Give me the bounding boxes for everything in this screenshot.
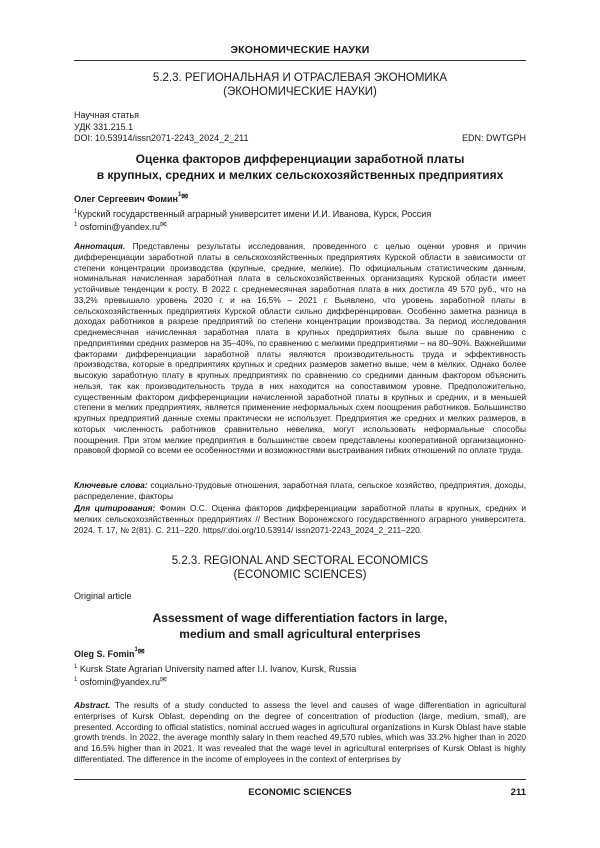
page-number: 211 bbox=[510, 787, 526, 798]
en-title bbox=[74, 610, 526, 642]
en-author-name: Oleg S. Fomin bbox=[74, 649, 135, 659]
ru-abstract-text: Представлены результаты исследования, проведенного с целью оценки уровня и причин дифференциации заработной платы в сельскохозяйственных предприятиях Курской области в зависимости от степени концентрации производства (крупные, средние, мелкие). По официальным статистическим данным, номинальная начисленная заработная плата в сельскохозяйственных организациях Курской области имеет устойчивые тенденции к росту. В 2022 г. среднемесячная заработная плата в них достигла 49 570 руб., что на 33,2% превышало уровень 2020 г. и на 16,5% – 2021 г. Выявлено, что уровень заработной платы в сельскохозяйственных предприятиях Курской области сильно дифференцирован. Особенно заметна разница в доходах работников в разрезе предприятий по степени концентрации производства. За период исследования среднемесячная начисленная заработная плата в крупных предприятиях была выше по сравнению с предприятиями средних размеров на 35–40%, по сравнению с мелкими предприятиями – на 80–90%. Важнейшими факторами дифференциации заработной платы являются производительность труда и эффективность производства, которые в предприятиях крупных и средних размеров заметно выше, чем в мелких. Однако более высокую заработную плату в крупных предприятиях по сравнению со средними данным фактором объяснить нельзя, так как производительность труда в них находится на сопоставимом уровне. Предположительно, существенным фактором дифференциации начисленной заработной платы в крупных и средних, и в меньшей степени в мелких предприятиях, является применение неформальных схем поощрения работников. Большинство крупных предприятий данные схемы практически не использует. Предприятия же средних и мелких размеров, в которых численность работников сравнительно невелика, могут использовать неформальные способы поощрения. При этом мелкие предприятия в большинстве своем представлены кооперативной организационно-правовой формой со всеми ее особенностями и возможностями выстраивания гибких отношений по оплате труда. bbox=[74, 241, 527, 456]
en-article-type: Original article bbox=[74, 591, 132, 601]
ru-affiliation-text: Курский государственный аграрный университет имени И.И. Иванова, Курск, Россия bbox=[77, 209, 432, 219]
ru-author-name: Олег Сергеевич Фомин bbox=[74, 194, 178, 204]
ru-keywords bbox=[74, 480, 526, 502]
ru-affiliation bbox=[74, 208, 526, 220]
ru-email-line bbox=[74, 221, 526, 233]
en-abstract-label: Abstract. bbox=[74, 700, 111, 710]
envelope-icon: ✉ bbox=[181, 192, 189, 201]
ru-udk: УДК 331.215.1 bbox=[74, 122, 134, 132]
en-author bbox=[74, 649, 526, 659]
ru-abstract bbox=[74, 241, 526, 456]
ru-author bbox=[74, 194, 526, 204]
header-rule bbox=[74, 60, 526, 61]
en-section-line2: (ECONOMIC SCIENCES) bbox=[233, 569, 367, 581]
en-section-heading bbox=[74, 554, 526, 582]
ru-email-sup: 1 bbox=[74, 222, 78, 228]
en-title-line1: Assessment of wage differentiation factors in large, bbox=[152, 611, 448, 625]
ru-affiliation-sup: 1 bbox=[74, 209, 78, 215]
ru-title-line1: Оценка факторов дифференциации заработной платы bbox=[135, 152, 465, 166]
ru-email[interactable]: osfomin@yandex.ru bbox=[79, 222, 161, 232]
envelope-icon: ✉ bbox=[160, 220, 167, 229]
envelope-icon: ✉ bbox=[160, 675, 167, 684]
ru-article-type: Научная статья bbox=[74, 110, 139, 120]
footer-rule bbox=[74, 779, 526, 780]
ru-author-sup: 1 bbox=[177, 192, 182, 198]
ru-edn: EDN: DWTGPH bbox=[462, 133, 526, 143]
ru-title bbox=[74, 151, 526, 183]
en-abstract bbox=[74, 700, 526, 765]
en-affiliation-sup: 1 bbox=[74, 664, 78, 670]
en-author-sup: 1 bbox=[134, 647, 138, 653]
en-affiliation-text: Kursk State Agrarian University named after I.I. Ivanov, Kursk, Russia bbox=[79, 664, 357, 674]
ru-doi: DOI: 10.53914/issn2071-2243_2024_2_211 bbox=[74, 133, 249, 143]
ru-section-heading bbox=[74, 71, 526, 99]
ru-abstract-label: Аннотация. bbox=[74, 241, 126, 251]
ru-title-line2: в крупных, средних и мелких сельскохозяйственных предприятиях bbox=[96, 168, 504, 182]
ru-citation-text: Фомин О.С. Оценка факторов дифференциации заработной платы в крупных, средних и мелких сельскохозяйственных предприятиях // Вестник Воронежского государственного аграрного университета. 2024. Т. 17, № 2(81). С. 211–220. https//:doi.org/10.53914/ issn2071-2243_2024_2_211–220. bbox=[74, 503, 527, 535]
envelope-icon: ✉ bbox=[137, 647, 145, 656]
en-email[interactable]: osfomin@yandex.ru bbox=[79, 677, 161, 687]
ru-keywords-text: социально-трудовые отношения, заработная плата, сельское хозяйство, предприятия, доходы, распределение, факторы bbox=[74, 480, 527, 501]
en-email-sup: 1 bbox=[74, 677, 78, 683]
en-abstract-text: The results of a study conducted to assess the level and causes of wage differentiation in agricultural enterprises of Kursk Oblast, depending on the degree of concentration of production (large, medium, small), are presented. According to official statistics, nominal accrued wages in agricultural organizations in Kursk Oblast have stable growth trends. In 2022, the average monthly salary in them reached 49,570 rubles, which was 33.2% higher than in 2020 and 16.5% higher than in 2021. It was revealed that the wage level in agricultural enterprises of Kursk Oblast is highly differentiated. The difference in the income of employees in the context of enterprises by bbox=[74, 700, 526, 764]
ru-keywords-label: Ключевые слова: bbox=[74, 480, 148, 490]
en-section-line1: 5.2.3. REGIONAL AND SECTORAL ECONOMICS bbox=[171, 555, 429, 567]
journal-section-header: ЭКОНОМИЧЕСКИЕ НАУКИ bbox=[230, 44, 370, 56]
footer-section: ECONOMIC SCIENCES bbox=[248, 787, 352, 798]
en-affiliation bbox=[74, 663, 526, 675]
en-title-line2: medium and small agricultural enterprises bbox=[179, 627, 421, 641]
ru-section-line1: 5.2.3. РЕГИОНАЛЬНАЯ И ОТРАСЛЕВАЯ ЭКОНОМИКА bbox=[152, 72, 448, 84]
ru-citation bbox=[74, 503, 526, 535]
ru-citation-label: Для цитирования: bbox=[74, 503, 156, 513]
en-email-line bbox=[74, 676, 526, 688]
ru-section-line2: (ЭКОНОМИЧЕСКИЕ НАУКИ) bbox=[223, 86, 377, 98]
ru-doi-row bbox=[74, 133, 526, 143]
